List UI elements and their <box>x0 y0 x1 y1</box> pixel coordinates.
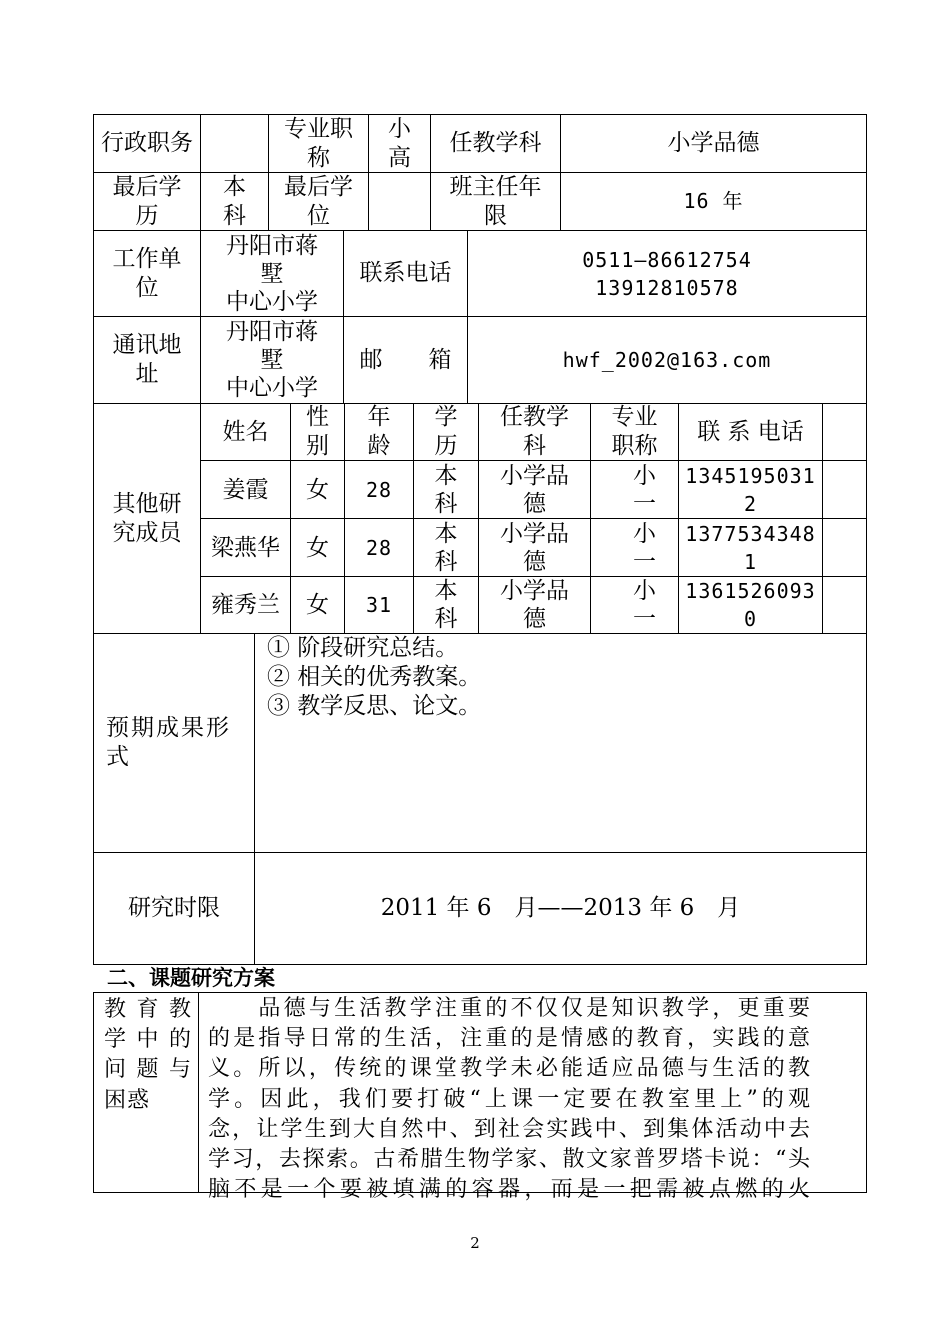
work-unit-label: 工作单位 <box>112 245 182 301</box>
admin-position-label: 行政职务 <box>101 130 193 156</box>
header-sex: 性别 <box>306 404 329 459</box>
professional-title-value: 小高 <box>388 115 411 171</box>
header-phone: 联 系 电话 <box>697 418 804 445</box>
member-phone-cell: 13451950312 <box>685 463 816 516</box>
header-title: 专业职称 <box>611 404 658 459</box>
header-age: 年龄 <box>367 404 391 459</box>
work-unit-value: 丹阳市蒋墅 中心小学 <box>226 232 318 315</box>
expected-item: ① 阶段研究总结。 <box>267 635 459 661</box>
member-title-cell: 小一 <box>633 462 656 517</box>
member-subject-cell: 小学品德 <box>500 578 569 632</box>
member-age-cell: 28 <box>365 535 393 560</box>
education-label: 最后学历 <box>112 173 182 229</box>
page-number: 2 <box>470 1234 480 1252</box>
head-teacher-years-value: 16 年 <box>683 189 744 213</box>
expected-item: ③ 教学反思、论文。 <box>267 693 482 719</box>
member-edu-cell: 本科 <box>434 578 458 632</box>
paragraph-line: 义。所以，传统的课堂教学未必能适应品德与生活的教 <box>208 1056 810 1082</box>
member-age-cell: 28 <box>365 477 393 502</box>
expected-results-list <box>255 634 866 852</box>
problem-paragraph <box>208 994 810 1205</box>
phone-label: 联系电话 <box>359 260 452 286</box>
member-edu-cell: 本科 <box>434 462 458 517</box>
member-title-cell: 小一 <box>633 578 656 632</box>
paragraph-line: 学。因此，我们要打破“上课一定要在教室里上”的观 <box>208 1086 810 1112</box>
problem-label: 教育教学中的问题与困惑 <box>104 997 192 1113</box>
research-period-label: 研究时限 <box>128 895 220 921</box>
member-phone-cell: 13775343481 <box>685 521 816 574</box>
header-education: 学历 <box>434 404 458 459</box>
address-value: 丹阳市蒋墅 中心小学 <box>226 319 318 401</box>
degree-label: 最后学位 <box>284 173 353 229</box>
paragraph-line: 脑不是一个要被填满的容器，而是一把需被点燃的火 <box>208 1177 810 1203</box>
member-phone-cell: 13615260930 <box>685 579 816 631</box>
professional-title-label: 专业职称 <box>284 115 353 171</box>
paragraph-line: 品德与生活教学注重的不仅仅是知识教学，更重要 <box>208 996 810 1021</box>
member-sex-cell: 女 <box>306 476 329 503</box>
head-teacher-years-label: 班主任年限 <box>449 173 542 229</box>
research-period-value: 2011 年 6 月——2013 年 6 月 <box>380 895 741 921</box>
member-name-cell: 梁燕华 <box>211 534 280 561</box>
paragraph-line: 学习，去探索。古希腊生物学家、散文家普罗塔卡说：“头 <box>208 1146 810 1172</box>
expected-results-label: 预期成果形式 <box>106 715 231 770</box>
email-label: 邮 箱 <box>359 346 452 373</box>
phone-value: 0511—86612754 13912810578 <box>582 247 752 300</box>
member-name-cell: 雍秀兰 <box>211 592 280 618</box>
email-value: hwf_2002@163.com <box>562 347 772 372</box>
section-heading: 二、课题研究方案 <box>107 966 275 990</box>
degree-value <box>369 173 430 230</box>
member-sex-cell: 女 <box>306 534 329 561</box>
education-value: 本科 <box>223 173 246 229</box>
member-subject-cell: 小学品德 <box>500 462 569 517</box>
paragraph-line: 的是指导日常的生活，注重的是情感的教育，实践的意 <box>208 1026 810 1052</box>
header-name: 姓名 <box>222 418 269 445</box>
member-name-cell: 姜霞 <box>222 476 269 503</box>
admin-position-value <box>201 115 268 172</box>
member-sex-cell: 女 <box>306 592 329 618</box>
address-label: 通讯地址 <box>112 332 182 387</box>
member-subject-cell: 小学品德 <box>500 520 569 575</box>
expected-item: ② 相关的优秀教案。 <box>267 664 482 690</box>
paragraph-line: 念，让学生到大自然中、到社会实践中、到集体活动中去 <box>208 1116 810 1142</box>
member-age-cell: 31 <box>365 593 393 617</box>
other-members-label: 其他研究成员 <box>112 490 182 546</box>
member-title-cell: 小一 <box>633 520 656 575</box>
teaching-subject-value: 小学品德 <box>667 130 760 156</box>
header-subject: 任教学科 <box>500 404 569 459</box>
member-edu-cell: 本科 <box>434 520 458 575</box>
teaching-subject-label: 任教学科 <box>449 130 542 156</box>
